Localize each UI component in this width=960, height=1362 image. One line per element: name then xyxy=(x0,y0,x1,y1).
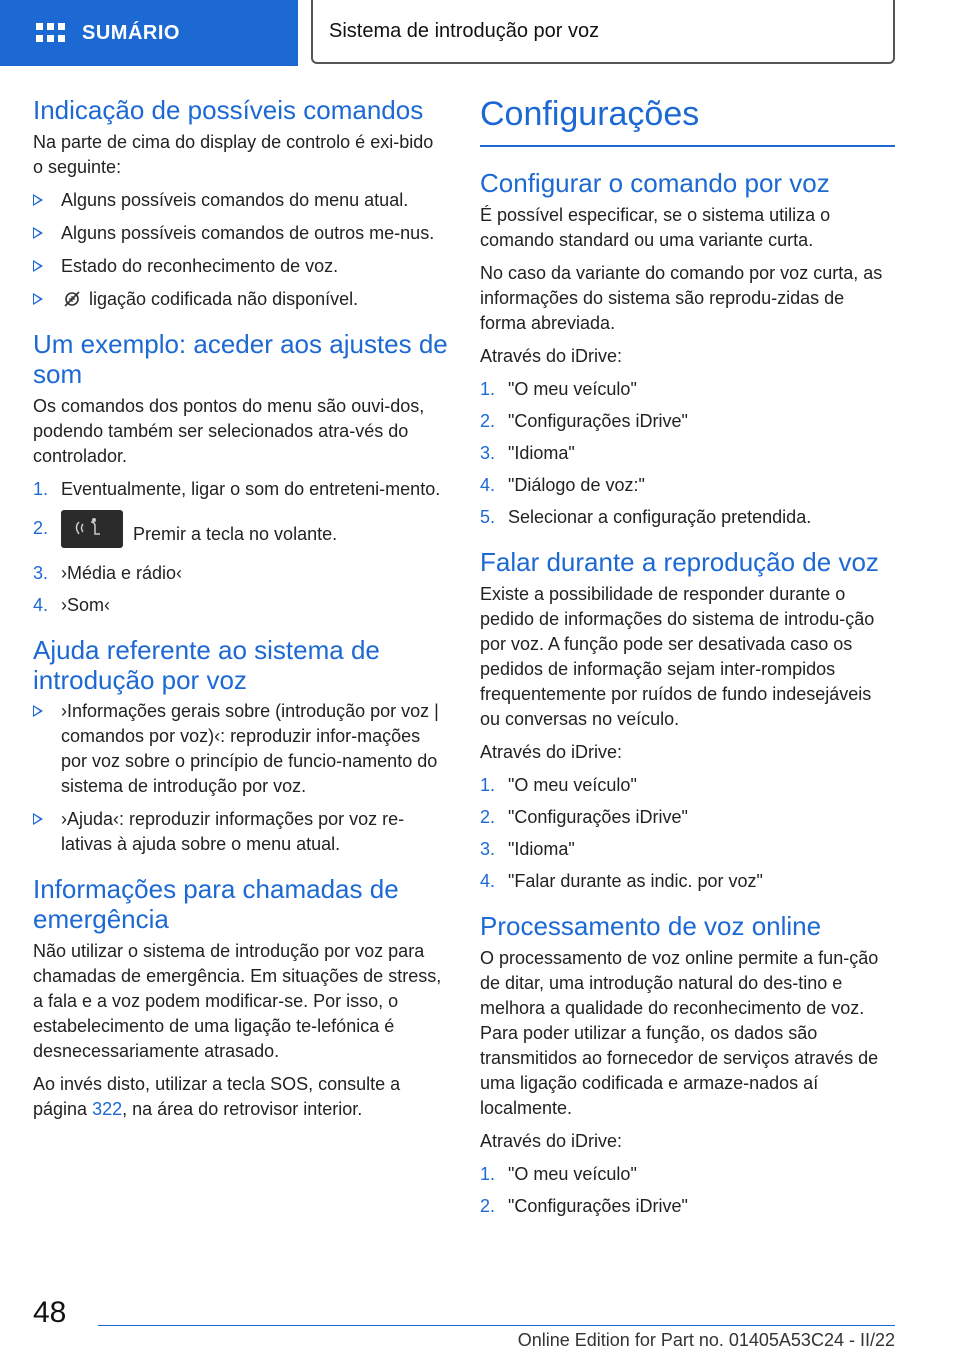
section-title: Sistema de introdução por voz xyxy=(329,19,600,42)
list-item: 2. Premir a tecla no volante. xyxy=(33,516,448,554)
heading-online-voice-processing: Processamento de voz online xyxy=(480,911,822,942)
list-item: 4. "Falar durante as indic. por voz" xyxy=(480,871,763,892)
heading-talk-during-playback: Falar durante a reprodução de voz xyxy=(480,547,879,578)
list-item: Estado do reconhecimento de voz. xyxy=(33,254,448,279)
toc-button[interactable] xyxy=(0,0,298,66)
list-item: Alguns possíveis comandos de outros me-nus. xyxy=(33,221,448,246)
paragraph: Através do iDrive: xyxy=(480,742,623,763)
list-item: 4. ›Som‹ xyxy=(33,594,110,615)
heading-sound-example: Um exemplo: aceder aos ajustes de som xyxy=(33,328,448,389)
bullet-arrow-icon xyxy=(33,194,43,206)
page-title: Configurações xyxy=(480,96,895,147)
heading-configure-voice-command: Configurar o comando por voz xyxy=(480,168,830,199)
section-title-tab xyxy=(311,0,895,64)
list-item: 3. "Idioma" xyxy=(480,443,575,464)
left-column xyxy=(33,96,448,1130)
paragraph: No caso da variante do comando por voz curta, as informações do sistema são reprodu-zidas de forma abreviada. xyxy=(480,263,883,334)
list-item: 2. "Configurações iDrive" xyxy=(480,807,688,828)
list-item: 1. "O meu veículo" xyxy=(480,1164,637,1185)
page-link[interactable]: 322 xyxy=(92,1099,123,1120)
list-item: 3. "Idioma" xyxy=(480,839,575,860)
paragraph: Os comandos dos pontos do menu são ouvi-dos, podendo também ser selecionados atra-vés do controlador. xyxy=(33,395,425,466)
list-item: ›Informações gerais sobre (introdução por voz | comandos por voz)‹: reproduzir infor-mações por voz sobre o princípio de funcio-namento do sistema de introdução por voz. xyxy=(33,699,448,799)
steering-voice-button-icon xyxy=(61,510,123,548)
heading-voice-help: Ajuda referente ao sistema de introdução por voz xyxy=(33,634,380,695)
paragraph: É possível especificar, se o sistema utiliza o comando standard ou uma variante curta. xyxy=(480,205,831,251)
right-column xyxy=(480,96,895,1226)
list-item: 2. "Configurações iDrive" xyxy=(480,1196,688,1217)
heading-emergency-calls: Informações para chamadas de emergência xyxy=(33,874,399,935)
list-item: ›Ajuda‹: reproduzir informações por voz re-lativas à ajuda sobre o menu atual. xyxy=(33,807,448,857)
paragraph: Existe a possibilidade de responder durante o pedido de informações do sistema de introdu-ção por voz. A função pode ser desativada caso os pedidos de informação sejam inter-rompidos frequentemente por ruídos de fundo indesejáveis ou conversas no veículo. xyxy=(480,584,875,730)
bullet-arrow-icon xyxy=(33,813,43,825)
list-item: 1. Eventualmente, ligar o som do entreteni-mento. xyxy=(33,478,441,499)
footer-divider xyxy=(98,1325,895,1326)
grid-menu-icon xyxy=(36,23,66,43)
list-item: ligação codificada não disponível. xyxy=(33,287,448,312)
list-item: 1. "O meu veículo" xyxy=(480,775,637,796)
edition-footer: Online Edition for Part no. 01405A53C24 - II/22 xyxy=(517,1330,895,1350)
list-item: 5. Selecionar a configuração pretendida. xyxy=(480,507,812,528)
page-number: 48 xyxy=(33,1296,67,1329)
bullet-arrow-icon xyxy=(33,260,43,272)
bullet-arrow-icon xyxy=(33,227,43,239)
list-item: 3. ›Média e rádio‹ xyxy=(33,562,183,583)
paragraph: Através do iDrive: xyxy=(480,346,623,367)
heading-possible-commands: Indicação de possíveis comandos xyxy=(33,95,424,125)
encryption-unavailable-icon xyxy=(61,290,83,308)
toc-label: SUMÁRIO xyxy=(82,21,180,44)
paragraph: Ao invés disto, utilizar a tecla SOS, consulte a página 322, na área do retrovisor interior. xyxy=(33,1074,401,1120)
list-item: 2. "Configurações iDrive" xyxy=(480,411,688,432)
bullet-arrow-icon xyxy=(33,293,43,305)
paragraph: Através do iDrive: xyxy=(480,1131,623,1152)
list-item: Alguns possíveis comandos do menu atual. xyxy=(33,188,448,213)
paragraph: O processamento de voz online permite a fun-ção de ditar, uma introdução natural do des-tino e melhora a qualidade do reconhecimento de voz. Para poder utilizar a função, os dados são transmitidos ao fornecedor de serviços através de uma ligação codificada e armaze-nados aí localmente. xyxy=(480,948,879,1119)
paragraph: Na parte de cima do display de controlo é exi-bido o seguinte: xyxy=(33,131,434,177)
list-item: 1. "O meu veículo" xyxy=(480,379,637,400)
list-item: 4. "Diálogo de voz:" xyxy=(480,475,645,496)
bullet-arrow-icon xyxy=(33,705,43,717)
paragraph: Não utilizar o sistema de introdução por voz para chamadas de emergência. Em situações de stress, a fala e a voz podem modificar-se. Por isso, o estabelecimento de uma ligação te-lefónica é desnecessariamente atrasado. xyxy=(33,941,442,1062)
